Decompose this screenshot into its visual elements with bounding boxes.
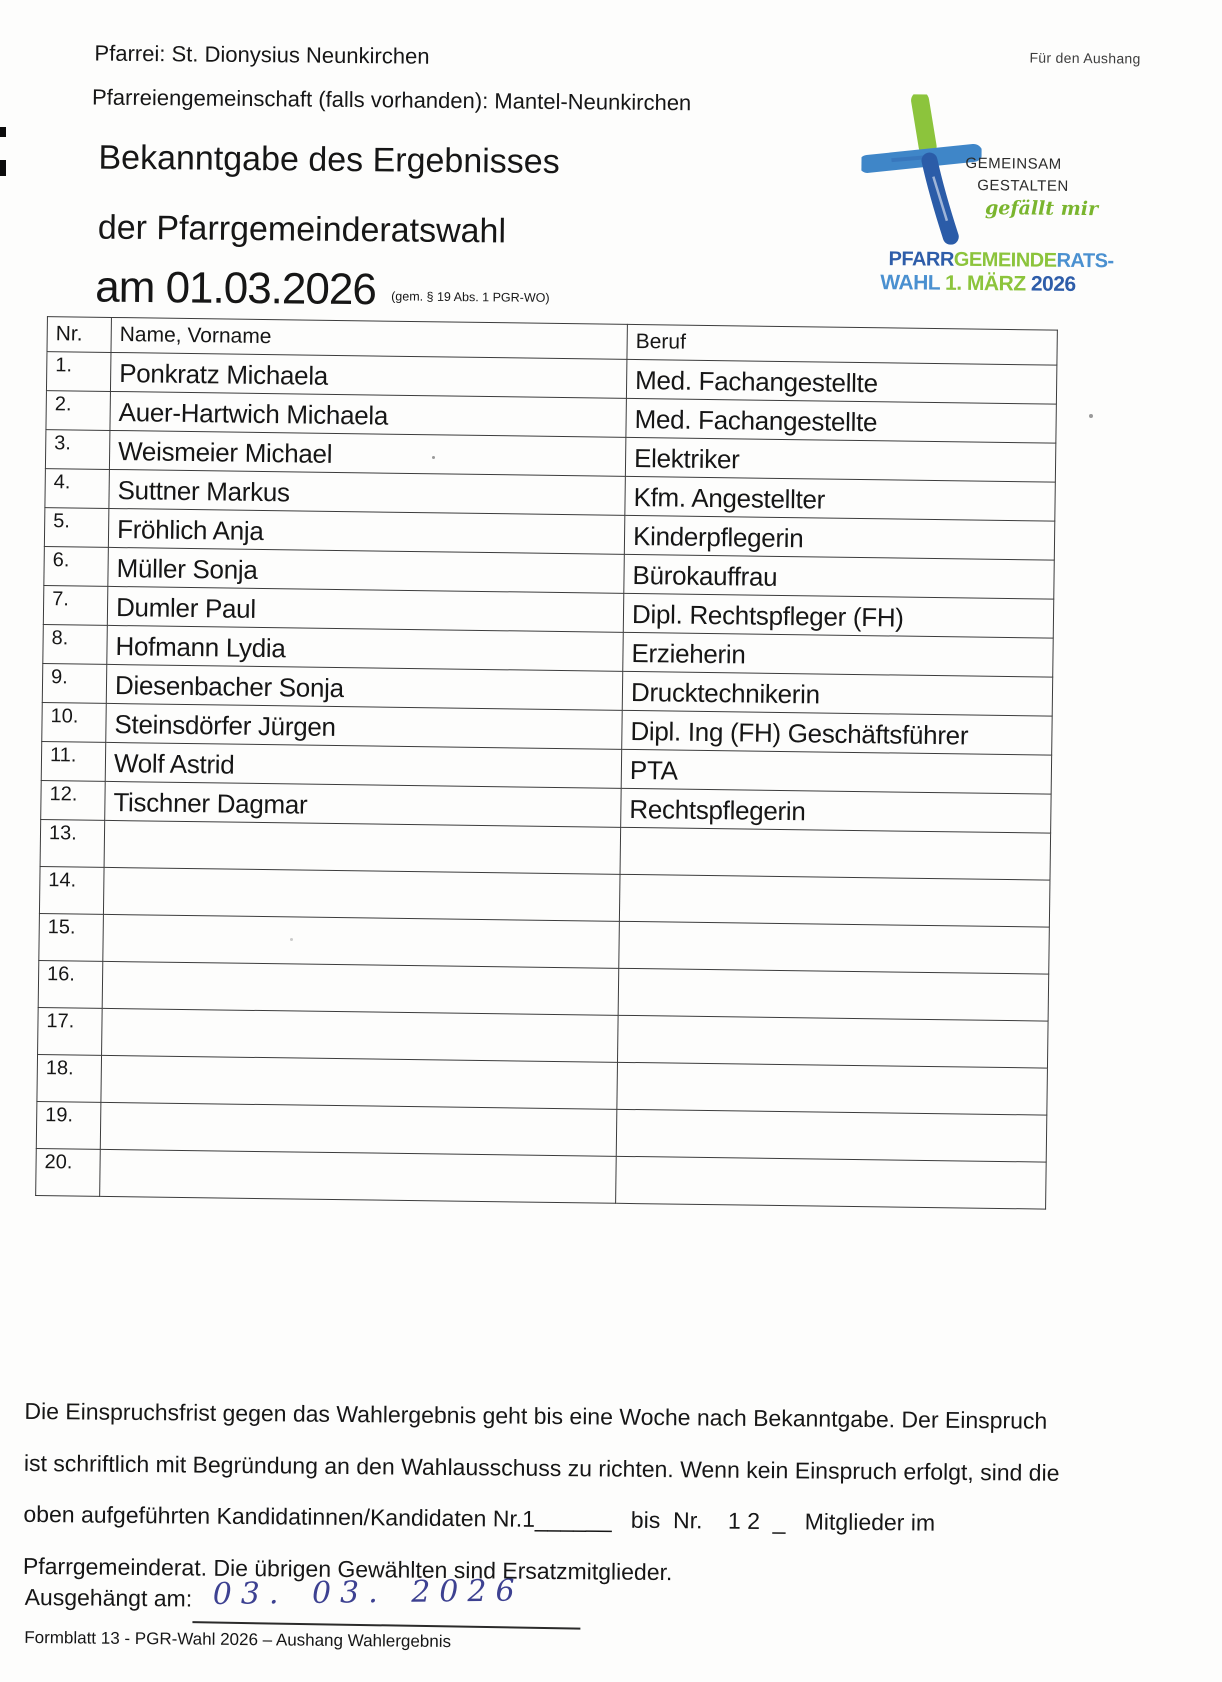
cell-name: Dumler Paul [107, 586, 623, 632]
cell-beruf: Kfm. Angestellter [625, 476, 1055, 521]
cell-nr: 11. [41, 742, 106, 782]
header-nr: Nr. [47, 317, 111, 353]
cell-beruf: Med. Fachangestellte [626, 359, 1056, 404]
cell-beruf [619, 874, 1050, 927]
cell-name [103, 914, 620, 968]
campaign-text-part: 1. MÄRZ [944, 271, 1032, 296]
cell-beruf: Rechtspflegerin [621, 788, 1051, 833]
cell-beruf: Drucktechnikerin [622, 671, 1052, 716]
cell-nr: 14. [39, 867, 104, 915]
posted-on-underline [192, 1621, 580, 1629]
campaign-text-part: GEMEINDE [953, 248, 1057, 272]
cell-beruf: Erzieherin [623, 632, 1053, 677]
campaign-text-part: WAHL [880, 271, 946, 295]
cell-name: Tischner Dagmar [105, 781, 621, 827]
cell-nr: 20. [36, 1149, 101, 1197]
cell-nr: 5. [44, 508, 109, 548]
cell-beruf [617, 1062, 1048, 1115]
campaign-text-part: RATS- [1056, 249, 1114, 273]
cell-beruf: PTA [621, 749, 1051, 794]
cell-nr: 10. [42, 703, 107, 743]
posted-on-label: Ausgehängt am: [24, 1583, 193, 1612]
cell-name: Diesenbacher Sonja [106, 664, 622, 710]
cell-nr: 6. [44, 547, 109, 587]
scan-edge-mark [0, 160, 6, 176]
cell-nr: 17. [38, 1008, 103, 1056]
scan-speck [1089, 414, 1093, 418]
campaign-logo [852, 94, 1114, 316]
cell-beruf [619, 921, 1050, 974]
scan-speck [290, 938, 293, 941]
pfarreiengemeinschaft-line: Pfarreiengemeinschaft (falls vorhanden): Mantel-Neunkirchen [91, 84, 692, 116]
cell-nr: 2. [46, 391, 111, 431]
cell-nr: 1. [46, 352, 111, 392]
cell-beruf: Bürokauffrau [624, 554, 1054, 599]
cell-name: Ponkratz Michaela [110, 352, 626, 398]
cell-beruf [618, 968, 1049, 1021]
cell-name [100, 1149, 617, 1203]
cell-nr: 19. [36, 1102, 101, 1150]
logo-slogan: gefällt mir [984, 197, 1099, 221]
cell-nr: 8. [43, 625, 108, 665]
logo-text-line1: GEMEINSAM [965, 154, 1062, 173]
cell-nr: 12. [41, 781, 106, 821]
scan-speck [432, 456, 435, 459]
cell-name: Weismeier Michael [109, 430, 625, 476]
corner-note: Für den Aushang [1029, 49, 1141, 67]
cell-name [104, 820, 621, 874]
cell-beruf [616, 1156, 1047, 1209]
logo-text-line2: GESTALTEN [977, 177, 1069, 195]
header-beruf: Beruf [627, 324, 1057, 365]
cell-beruf [620, 827, 1051, 880]
cell-nr: 16. [38, 961, 103, 1009]
cell-nr: 13. [40, 820, 105, 868]
cell-beruf: Elektriker [625, 437, 1055, 482]
campaign-text-part: PFARR [888, 248, 954, 271]
cell-name: Steinsdörfer Jürgen [106, 703, 622, 749]
cell-name: Suttner Markus [109, 469, 625, 515]
cell-beruf: Dipl. Ing (FH) Geschäftsführer [622, 710, 1052, 755]
cell-nr: 18. [37, 1055, 102, 1103]
campaign-wordmark [880, 248, 1118, 296]
paragraph-line: Die Einspruchsfrist gegen das Wahlergebnis geht bis eine Woche nach Bekanntgabe. Der Einspruch [24, 1397, 1048, 1434]
cell-beruf: Kinderpflegerin [624, 515, 1054, 560]
form-sheet-footer: Formblatt 13 - PGR-Wahl 2026 – Aushang Wahlergebnis [24, 1627, 452, 1652]
cell-nr: 4. [45, 469, 110, 509]
cell-nr: 7. [43, 586, 108, 626]
cell-beruf: Dipl. Rechtspfleger (FH) [623, 593, 1053, 638]
header-name: Name, Vorname [111, 317, 627, 359]
campaign-text-part: 2026 [1030, 272, 1076, 296]
document-title-line1: Bekanntgabe des Ergebnisses [98, 138, 560, 181]
cross-logo-icon [861, 94, 982, 245]
cell-beruf [617, 1015, 1048, 1068]
cell-beruf: Med. Fachangestellte [626, 398, 1056, 443]
results-table-body [36, 352, 1057, 1209]
cell-name: Wolf Astrid [105, 742, 621, 788]
cell-nr: 9. [42, 664, 107, 704]
results-table [35, 316, 1058, 1210]
paragraph-line: oben aufgeführten Kandidatinnen/Kandidaten Nr.1______ bis Nr. 1 2 _ Mitglieder im [23, 1500, 936, 1536]
cell-beruf [616, 1109, 1047, 1162]
cell-name: Hofmann Lydia [107, 625, 623, 671]
cell-name [103, 867, 620, 921]
paragraph-line: Pfarrgemeinderat. Die übrigen Gewählten sind Ersatzmitglieder. [22, 1552, 673, 1585]
title-legal-note: (gem. § 19 Abs. 1 PGR-WO) [391, 289, 550, 305]
cell-nr: 15. [39, 914, 104, 962]
pfarrei-line: Pfarrei: St. Dionysius Neunkirchen [94, 40, 430, 69]
campaign-line2 [880, 271, 1118, 296]
paragraph-line: ist schriftlich mit Begründung an den Wahlausschuss zu richten. Wenn kein Einspruch erfolgt, sind die [23, 1449, 1060, 1486]
cell-name: Fröhlich Anja [108, 508, 624, 554]
cell-name [102, 1008, 619, 1062]
posted-on-handwritten-date: 03. 03. 2026 [212, 1573, 524, 1612]
document-title-line2: der Pfarrgemeinderatswahl [97, 208, 507, 251]
results-table-wrapper [35, 316, 1058, 1210]
cell-name: Müller Sonja [108, 547, 624, 593]
cell-name [102, 961, 619, 1015]
cell-name [100, 1102, 617, 1156]
scan-edge-mark [0, 127, 6, 137]
document-title-date: am 01.03.2026 [95, 262, 377, 315]
cell-name [101, 1055, 618, 1109]
cell-name: Auer-Hartwich Michaela [110, 391, 626, 437]
objection-paragraph [23, 1386, 1060, 1602]
cell-nr: 3. [45, 430, 110, 470]
campaign-line1 [888, 248, 1118, 273]
